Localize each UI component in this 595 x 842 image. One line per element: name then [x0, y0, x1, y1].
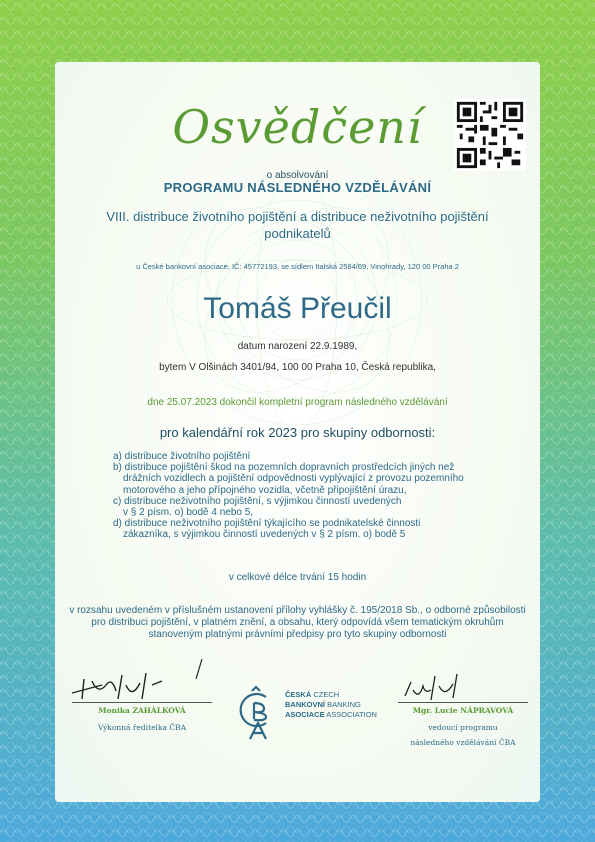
signatory-right-role-line1: vedoucí programu: [428, 723, 498, 732]
certificate-title: Osvědčení: [172, 100, 423, 154]
signature-left-image: [62, 655, 212, 705]
course-name: VIII. distribuce životního pojištění a distribuce neživotního pojištění podnikatelů: [106, 209, 489, 241]
list-item: c) distribuce neživotního pojištění, s výjimkou činností uvedených: [113, 495, 402, 507]
logo-word: ČESKÁ: [285, 690, 312, 699]
signature-line-right: [398, 702, 528, 703]
logo-word: BANKING: [327, 700, 361, 709]
list-item: a) distribuce životního pojištění: [113, 451, 251, 462]
cba-logo-text: [285, 690, 377, 720]
logo-word: BANKOVNÍ: [285, 700, 326, 709]
signatory-left-name: Monika ZAHÁLKOVÁ: [98, 706, 186, 715]
signature-line-left: [72, 702, 212, 703]
cba-logo-icon: [232, 683, 282, 743]
program-name: PROGRAMU NÁSLEDNÉHO VZDĚLÁVÁNÍ: [163, 180, 432, 195]
logo-word: ASOCIACE: [285, 710, 325, 719]
list-item: motorového a jeho přípojného vozidla, včetně připojištění úrazu,: [123, 484, 407, 496]
completion-line: dne 25.07.2023 dokončil kompletní program následného vzdělávání: [147, 397, 448, 408]
issuer-line: u České bankovní asociace, IČ: 45772193, se sídlem Italská 2584/69, Vinohrady, 120 00 Praha 2: [136, 262, 459, 271]
scope-paragraph: v rozsahu uvedeném v příslušném ustanovení přílohy vyhlášky č. 195/2018 Sb., o odborné způsobilosti pro distribuci pojištění, v platném znění, a obsahu, který odpovídá všem tematickým okruhům stanoveným platnými právními předpisy pro tyto skupiny odbornosti: [69, 605, 526, 640]
recipient-address: bytem V Olšinách 3401/94, 100 00 Praha 10, Česká republika,: [159, 362, 436, 373]
recipient-name: Tomáš Přeučil: [203, 292, 392, 325]
list-item: b) distribuce pojištění škod na pozemních dopravních prostředcích jiných než: [113, 462, 455, 474]
list-item: drážních vozidlech a pojištění odpovědnosti vyplývající z provozu pozemního: [123, 473, 464, 485]
signature-right-image: [395, 660, 515, 705]
list-item: d) distribuce neživotního pojištění týkajícího se podnikatelské činnosti: [113, 518, 421, 530]
year-line: pro kalendářní rok 2023 pro skupiny odbornosti:: [159, 425, 436, 440]
groups-list: [113, 451, 513, 541]
list-item: v § 2 písm. o) bodě 4 nebo 5,: [123, 507, 254, 519]
duration-line: v celkové délce trvání 15 hodin: [228, 572, 367, 583]
logo-word: ASSOCIATION: [326, 710, 377, 719]
signatory-right-name: Mgr. Lucie NÁPRAVOVÁ: [412, 706, 514, 715]
list-item: zákazníka, s výjimkou činností uvedených v § 2 písm. o) bodě 5: [123, 529, 406, 541]
logo-word: CZECH: [313, 690, 340, 699]
date-of-birth: datum narození 22.9.1989,: [237, 341, 358, 352]
signatory-right-role-line2: následného vzdělávání ČBA: [410, 738, 516, 747]
signatory-left-role: Výkonná ředitelka ČBA: [97, 723, 187, 732]
certificate-subtitle: o absolvování: [266, 170, 329, 181]
